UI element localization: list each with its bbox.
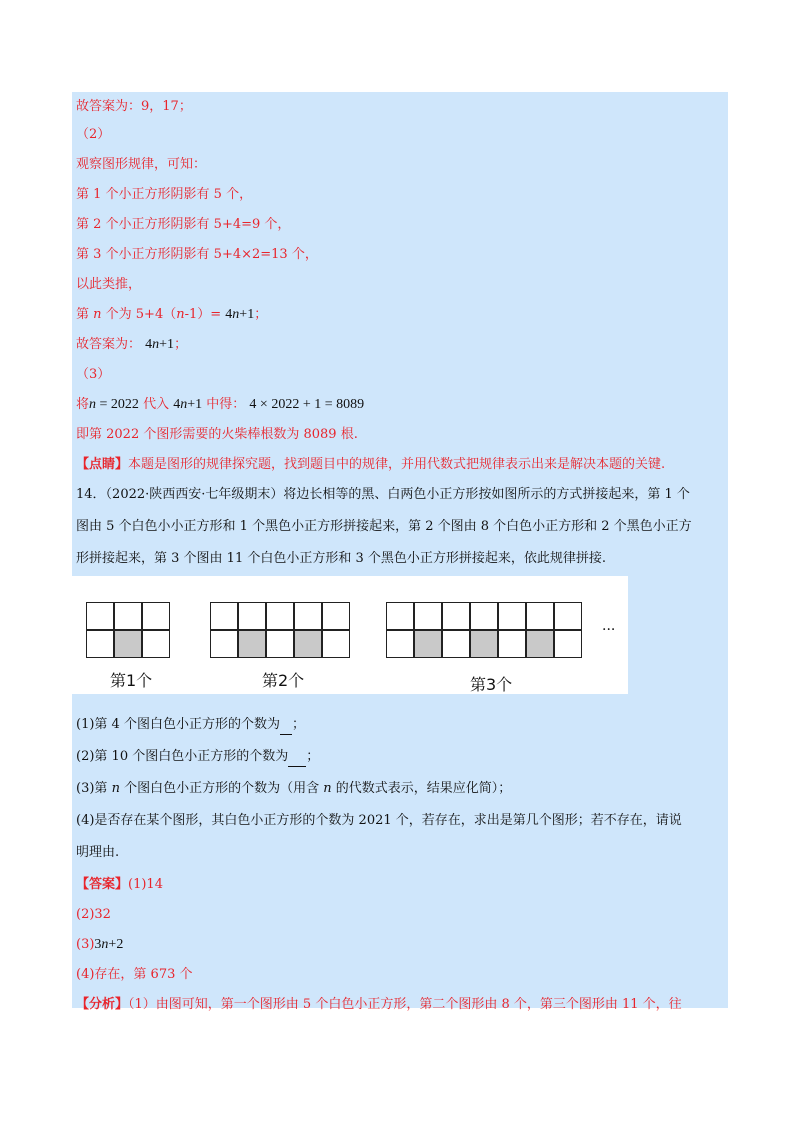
formula-4n-plus-1 (225, 307, 254, 322)
text-span: 故答案为： (76, 337, 142, 352)
var-n: n (152, 337, 160, 352)
var-n: n (89, 397, 97, 412)
white-square (442, 602, 470, 630)
num: +1 (187, 397, 203, 412)
text-span: (3) (76, 937, 95, 952)
num: 4 (225, 307, 233, 322)
text-span: ； (306, 749, 320, 764)
figure-1-label: 第1个 (110, 671, 153, 690)
white-square (142, 602, 170, 630)
shade-line-1: 第 1 个小正方形阴影有 5 个， (76, 187, 253, 202)
answer-line (76, 876, 163, 894)
white-square (86, 602, 114, 630)
white-square (526, 602, 554, 630)
calculation: 4 × 2022 + 1 = 8089 (249, 397, 365, 412)
shade-line-3: 第 3 个小正方形阴影有 5+4×2=13 个， (76, 247, 318, 262)
answer-line-1: 故答案为：9，17； (76, 99, 192, 114)
black-square (414, 630, 442, 658)
question-line-3: 形拼接起来，第 3 个图由 11 个白色小正方形和 3 个黑色小正方形拼接起来，依此规律拼接. (76, 551, 607, 566)
num: 4 (145, 337, 153, 352)
text-span: 中得： (206, 397, 246, 412)
text-span: 将 (76, 397, 90, 412)
var-n: n (180, 397, 188, 412)
text-span: (3)第 (76, 781, 112, 796)
var-n: n (111, 781, 120, 796)
white-square (498, 602, 526, 630)
answer-blank (280, 716, 292, 735)
sub-question-4-cont: 明理由. (76, 845, 120, 860)
white-square (414, 602, 442, 630)
answer-tag: 【答案】 (76, 877, 129, 892)
formula-4n-plus-1 (145, 337, 174, 352)
general-term-line (76, 306, 267, 324)
square-pattern-figure (72, 576, 628, 694)
analogy-line: 以此类推， (76, 277, 142, 292)
num: +2 (108, 937, 124, 952)
note-tag: 【点睛】 (76, 457, 129, 472)
white-square (210, 602, 238, 630)
sub-question-3 (76, 780, 511, 798)
num: 3 (94, 937, 102, 952)
var-n: n (176, 307, 185, 322)
conclusion-line: 即第 2022 个图形需要的火柴棒根数为 8089 根. (76, 427, 358, 442)
text-span: -1）= (184, 307, 222, 322)
formula-3n-plus-2 (94, 937, 123, 952)
white-square (142, 630, 170, 658)
black-square (114, 630, 142, 658)
formula-4n-plus-1 (173, 397, 202, 412)
shade-line-2: 第 2 个小正方形阴影有 5+4=9 个， (76, 217, 291, 232)
figure-3-label: 第3个 (470, 675, 513, 694)
white-square (386, 602, 414, 630)
num: +1 (239, 307, 255, 322)
part-2-heading: （2） (76, 127, 111, 142)
question-line-1: 14．（2022·陕西西安·七年级期末）将边长相等的黑、白两色小正方形按如图所示的方式拼接起来，第 1 个 (76, 487, 690, 502)
note-line (76, 456, 665, 474)
white-square (238, 602, 266, 630)
white-square (294, 602, 322, 630)
white-square (86, 630, 114, 658)
text-span: ； (254, 307, 268, 322)
sub-question-1 (76, 716, 305, 735)
var-n: n (232, 307, 240, 322)
answer-blank (288, 748, 306, 767)
substitute-line (76, 396, 364, 414)
figure-2-label: 第2个 (262, 671, 305, 690)
black-square (526, 630, 554, 658)
var-n: n (101, 937, 109, 952)
answer-4: (4)存在，第 673 个 (76, 967, 193, 982)
observe-line: 观察图形规律，可知： (76, 157, 207, 172)
white-square (554, 602, 582, 630)
continuation-dots: ··· (602, 622, 616, 638)
white-square (266, 602, 294, 630)
answer-line-2 (76, 336, 187, 354)
text-span: (1)第 4 个图白色小正方形的个数为 (76, 717, 280, 732)
white-square (442, 630, 470, 658)
text-span: 个图白色小正方形的个数为（用含 (119, 781, 324, 796)
black-square (294, 630, 322, 658)
white-square (114, 602, 142, 630)
num: 4 (173, 397, 181, 412)
analysis-tag: 【分析】 (76, 997, 129, 1012)
white-square (470, 602, 498, 630)
text-span: 第 (76, 307, 94, 322)
question-line-2: 图由 5 个白色小小正方形和 1 个黑色小正方形拼接起来，第 2 个图由 8 个白色小正方形和 2 个黑色小正方 (76, 519, 692, 534)
white-square (498, 630, 526, 658)
note-text: 本题是图形的规律探究题，找到题目中的规律，并用代数式把规律表示出来是解决本题的关键. (128, 457, 666, 472)
analysis-line (76, 996, 682, 1014)
var-n: n (93, 307, 102, 322)
white-square (386, 630, 414, 658)
black-square (238, 630, 266, 658)
white-square (554, 630, 582, 658)
text-span: ； (291, 717, 305, 732)
black-square (470, 630, 498, 658)
sub-question-2 (76, 748, 319, 767)
num: = 2022 (96, 397, 139, 412)
text-span: ； (174, 337, 188, 352)
analysis-text: （1）由图可知，第一个图形由 5 个白色小正方形，第二个图形由 8 个，第三个图形由 11 个，往 (128, 997, 682, 1012)
answer-1: (1)14 (128, 877, 163, 892)
var-n: n (323, 781, 332, 796)
white-square (322, 630, 350, 658)
answer-2: (2)32 (76, 907, 111, 922)
text-span: 代入 (143, 397, 170, 412)
text-span: 的代数式表示，结果应化简）； (331, 781, 512, 796)
part-3-heading: （3） (76, 367, 111, 382)
text-span: 个为 5+4（ (101, 307, 177, 322)
answer-3 (76, 936, 123, 954)
num: +1 (159, 337, 175, 352)
white-square (322, 602, 350, 630)
white-square (266, 630, 294, 658)
text-span: (2)第 10 个图白色小正方形的个数为 (76, 749, 289, 764)
white-square (210, 630, 238, 658)
sub-question-4: (4)是否存在某个图形，其白色小正方形的个数为 2021 个，若存在，求出是第几个图形；若不存在，请说 (76, 813, 682, 828)
